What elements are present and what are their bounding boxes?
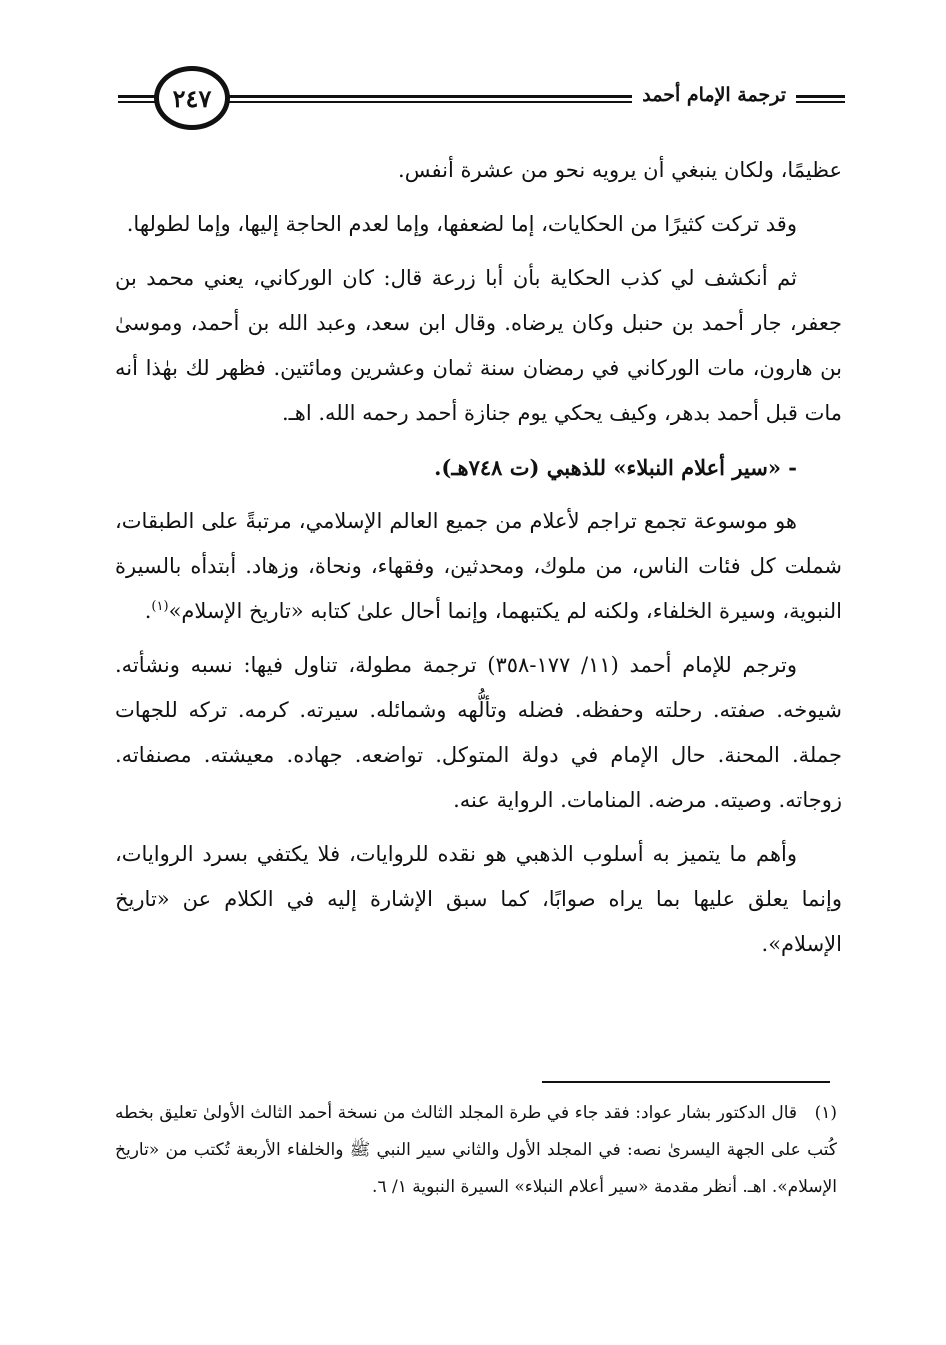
footnote	[115, 1095, 837, 1206]
footnote-text: قال الدكتور بشار عواد: فقد جاء في طرة المجلد الثالث من نسخة أحمد الثالث الأولىٰ تعليق بخطه كُتب على الجهة اليسرىٰ نصه: في المجلد الأول والثاني سير النبي ﷺ والخلفاء الأربعة تُكتب من «تاريخ الإسلام». اهـ. أنظر مقدمة «سير أعلام النبلاء» السيرة النبوية ١/ ٦.	[115, 1103, 837, 1197]
page-number: ٢٤٧	[154, 66, 230, 130]
paragraph: وترجم للإمام أحمد (١١/ ١٧٧-٣٥٨) ترجمة مطولة، تناول فيها: نسبه ونشأته. شيوخه. صفته. رحلته وحفظه. فضله وتألُّهه وشمائله. سيرته. كرمه. تركه للجهات جملة. المحنة. حال الإمام في دولة المتوكل. تواضعه. جهاده. معيشته. مصنفاته. زوجاته. وصيته. مرضه. المنامات. الرواية عنه.	[115, 653, 842, 812]
page-header	[0, 0, 946, 140]
header-rule-middle-bottom	[228, 101, 648, 103]
header-rule-left-bottom	[118, 101, 158, 103]
paragraph: وقد تركت كثيرًا من الحكايات، إما لضعفها، وإما لعدم الحاجة إليها، وإما لطولها.	[126, 212, 797, 236]
paragraph: هو موسوعة تجمع تراجم لأعلام من جميع العالم الإسلامي، مرتبةً على الطبقات، شملت كل فئات الناس، من ملوك، ومحدثين، وفقهاء، ونحاة، وزهاد. أبتدأه بالسيرة النبوية، وسيرة الخلفاء، ولكنه لم يكتبهما، وإنما أحال علىٰ كتابه «تاريخ الإسلام»$^{(١)}$.	[115, 509, 842, 623]
footnote-number: (١)	[814, 1103, 837, 1123]
paragraph: وأهم ما يتميز به أسلوب الذهبي هو نقده للروايات، فلا يكتفي بسرد الروايات، وإنما يعلق عليها بما يراه صوابًا، كما سبق الإشارة إليه في الكلام عن «تاريخ الإسلام».	[115, 842, 842, 956]
paragraph-text: هو موسوعة تجمع تراجم لأعلام من جميع العالم الإسلامي، مرتبةً على الطبقات، شملت كل فئات الناس، من ملوك، ومحدثين، وفقهاء، ونحاة، وزهاد. أبتدأه بالسيرة النبوية، وسيرة الخلفاء، ولكنه لم يكتبهما، وإنما أحال علىٰ كتابه «تاريخ الإسلام»	[115, 509, 842, 623]
paragraph: ثم أنكشف لي كذب الحكاية بأن أبا زرعة قال: كان الوركاني، يعني محمد بن جعفر، جار أحمد بن حنبل وكان يرضاه. وقال ابن سعد، وعبد الله بن أحمد، وموسىٰ بن هارون، مات الوركاني في رمضان سنة ثمان وعشرين ومائتين. فظهر لك بهٰذا أنه مات قبل أحمد بدهر، وكيف يحكي يوم جنازة أحمد رحمه الله. اهـ.	[115, 266, 842, 425]
header-rule-left-top	[118, 95, 158, 98]
paragraph: عظيمًا، ولكان ينبغي أن يرويه نحو من عشرة أنفس.	[398, 158, 842, 182]
main-text	[115, 148, 842, 976]
section-heading: - «سير أعلام النبلاء» للذهبي (ت ٧٤٨هـ).	[434, 455, 797, 480]
header-rule-middle-top	[228, 95, 648, 98]
footnote-reference[interactable]: (١)	[151, 599, 169, 614]
footnote-separator	[542, 1081, 830, 1083]
running-title: ترجمة الإمام أحمد	[632, 84, 796, 106]
